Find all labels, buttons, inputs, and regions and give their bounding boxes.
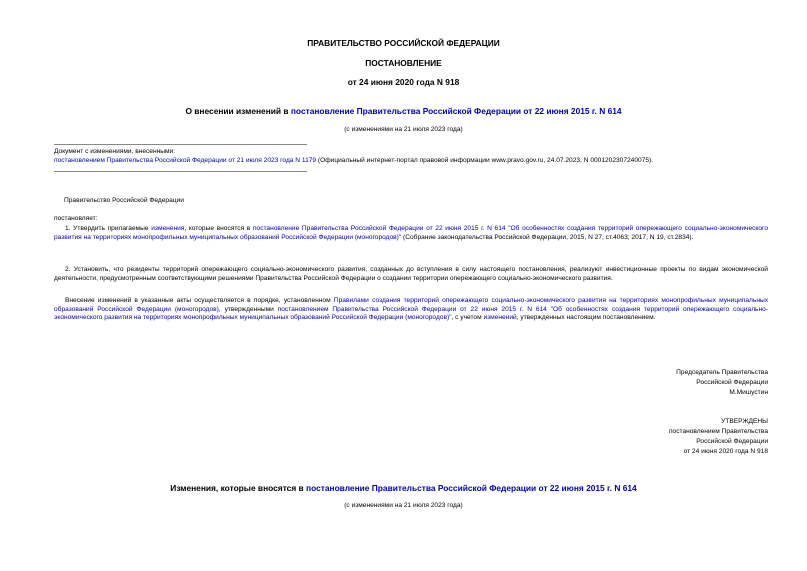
annex-prefix: Изменения, которые вносятся в <box>170 483 307 493</box>
changes-rest: (Официальный интернет-портал правовой информации www.pravo.gov.ru, 24.07.2023, N 0001202307240075). <box>316 157 654 164</box>
decides-label: постановляет: <box>54 215 98 222</box>
p3-text-d: , утвержденных настоящим постановлением. <box>516 314 656 322</box>
paragraph-2: 2. Установить, что резиденты территорий опережающего социально-экономического развития, созданных до вступления в силу настоящего постановления, реализуют инвестиционные проекты по видам экономической деятельности, предусмотренным соответствующими решениями Правительства Российской Федерации о создании территории опережающего социально-экономического развития. <box>54 266 768 282</box>
changes-bottom-rule <box>54 171 307 172</box>
changes-text <box>54 157 774 166</box>
title-revision: (с изменениями на 21 июля 2023 года) <box>344 126 463 133</box>
p3-text-a: Внесение изменений в указанные акты осуществляется в порядке, установленном <box>65 297 334 304</box>
changes-label: Документ с изменениями, внесенными: <box>54 148 176 155</box>
signature-line-2: Российской Федерации <box>696 379 768 387</box>
p3-link-resolution[interactable]: постановлением Правительства Российской Федерации от 22 июня 2015 г. N 614 "Об особенностях создания территорий опережающего социально-экономического развития на территориях монопрофильных муниципальных образований Российской Федерации (моногородов)" <box>54 305 768 322</box>
annex-title <box>0 483 807 493</box>
p1-text-c: (Собрание законодательства Российской Федерации, 2015, N 27, ст.4063; 2017, N 19, ст.2834). <box>401 233 694 241</box>
signature-block <box>500 369 768 398</box>
p1-link-resolution[interactable]: постановление Правительства Российской Федерации от 22 июня 2015 г. N 614 "Об особенностях создания территорий опережающего социально-экономического развития на территориях монопрофильных муниципальных образований Российской Федерации (моногородов)" <box>54 225 768 241</box>
title-link[interactable]: постановление Правительства Российской Федерации от 22 июня 2015 г. N 614 <box>290 106 622 116</box>
annex-link[interactable]: постановление Правительства Российской Федерации от 22 июня 2015 г. N 614 <box>306 483 637 493</box>
annex-revision: (с изменениями на 21 июля 2023 года) <box>344 502 463 509</box>
changes-link[interactable]: постановлением Правительства Российской Федерации от 21 июля 2023 года N 1179 <box>54 157 317 164</box>
approved-line-3: Российской Федерации <box>696 438 768 446</box>
p3-link-rules[interactable]: Правилами создания территорий опережающего социально-экономического развития на территориях монопрофильных муниципальных образований Российской Федерации (моногородов) <box>54 297 768 313</box>
document-date: от 24 июня 2020 года N 918 <box>347 77 460 87</box>
paragraph-3 <box>54 297 768 323</box>
p1-link-changes[interactable]: изменения <box>151 225 185 232</box>
approved-block <box>500 418 768 457</box>
approved-line-4: от 24 июня 2020 года N 918 <box>683 448 768 456</box>
paragraph-1 <box>54 225 768 242</box>
approved-line-1: УТВЕРЖДЕНЫ <box>721 418 768 425</box>
government-name: Правительство Российской Федерации <box>64 197 184 204</box>
title-prefix: О внесении изменений в <box>185 106 291 116</box>
approved-line-2: постановлением Правительства <box>668 428 768 436</box>
p3-link-changes[interactable]: изменений <box>483 314 517 322</box>
p3-text-c: , с учетом <box>451 314 484 322</box>
p1-text-b: , которые вносятся в <box>184 225 253 232</box>
document-title <box>0 106 807 116</box>
p1-text-a: 1. Утвердить прилагаемые <box>65 225 152 232</box>
changes-top-rule <box>54 144 307 145</box>
p3-text-b: , утвержденными <box>218 305 278 313</box>
document-type: ПОСТАНОВЛЕНИЕ <box>365 58 442 68</box>
government-heading: ПРАВИТЕЛЬСТВО РОССИЙСКОЙ ФЕДЕРАЦИИ <box>307 38 500 48</box>
signature-line-3: М.Мишустин <box>729 389 768 397</box>
signature-line-1: Председатель Правительства <box>676 369 768 376</box>
